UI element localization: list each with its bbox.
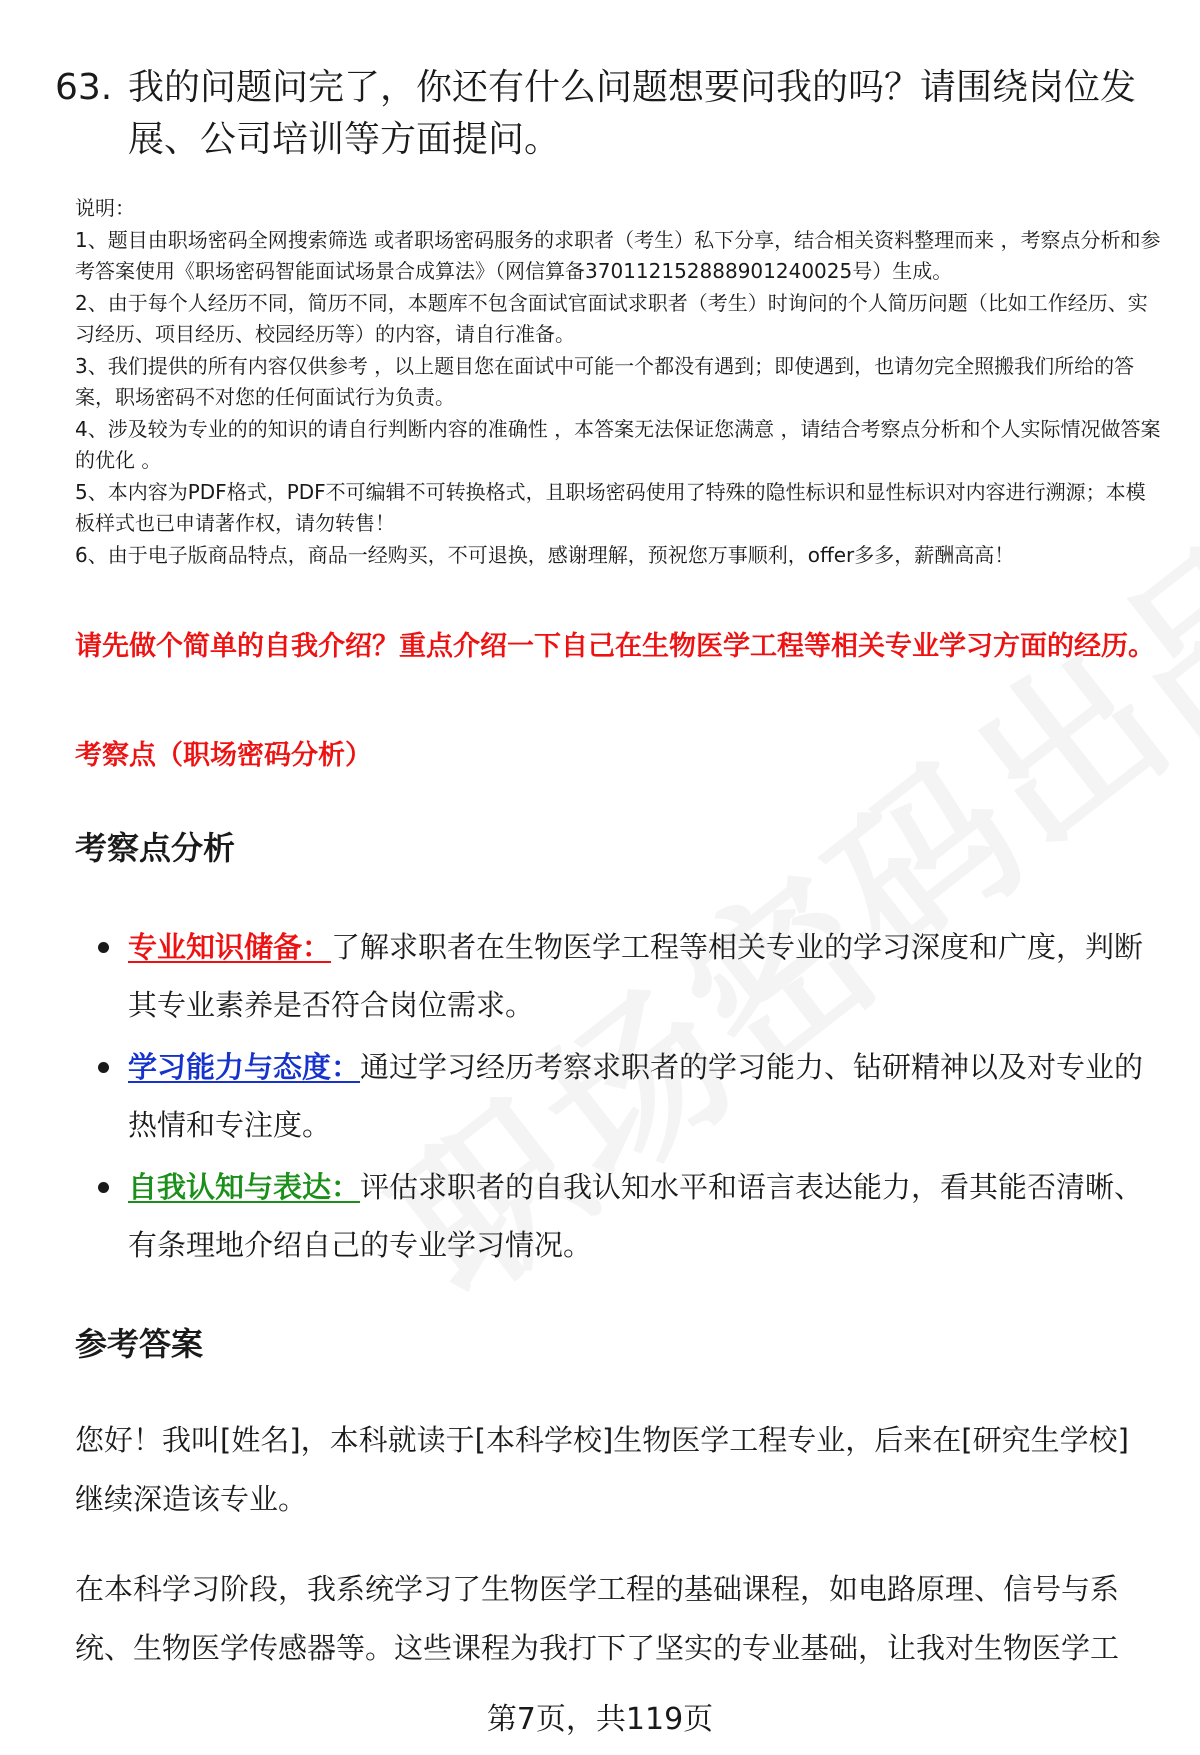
answer-heading: 参考答案 [75, 1325, 204, 1363]
question-title [55, 62, 1155, 166]
interview-question: 请先做个简单的自我介绍？重点介绍一下自己在生物医学工程等相关专业学习方面的经历。 [75, 631, 1155, 662]
note-item: 3、我们提供的所有内容仅供参考 ，以上题目您在面试中可能一个都没有遇到；即使遇到，也请勿完全照搬我们所给的答案，职场密码不对您的任何面试行为负责。 [75, 353, 1135, 409]
question-text: 我的问题问完了，你还有什么问题想要问我的吗？请围绕岗位发展、公司培训等方面提问。 [128, 67, 1137, 160]
note-item: 2、由于每个人经历不同，简历不同，本题库不包含面试官面试求职者（考生）时询问的个人简历问题（比如工作经历、实习经历、项目经历、校园经历等）的内容，请自行准备。 [75, 290, 1148, 346]
notes-heading: 说明： [75, 196, 135, 220]
analysis-subtitle: 考察点（职场密码分析） [75, 740, 372, 771]
analysis-list [95, 918, 1155, 1278]
list-item [95, 1158, 1155, 1274]
page-number: 第7页，共119页 [486, 1702, 714, 1737]
analysis-heading: 考察点分析 [75, 829, 236, 867]
keyword-professional-knowledge: 专业知识储备： [128, 930, 332, 964]
answer-paragraph: 在本科学习阶段，我系统学习了生物医学工程的基础课程，如电路原理、信号与系统、生物医学传感器等。这些课程为我打下了坚实的专业基础，让我对生物医学工 [75, 1572, 1120, 1665]
notes-block [75, 193, 1165, 571]
note-item: 5、本内容为PDF格式，PDF不可编辑不可转换格式，且职场密码使用了特殊的隐性标识和显性标识对内容进行溯源；本模板样式也已申请著作权，请勿转售！ [75, 479, 1146, 535]
bullet-text: 通过学习经历考察求职者的学习能力、钻研精神以及对专业的热情和专注度。 [128, 1050, 1144, 1142]
note-item: 4、涉及较为专业的的知识的请自行判断内容的准确性 ，本答案无法保证您满意 ，请结合考察点分析和个人实际情况做答案的优化 。 [75, 416, 1161, 472]
list-item [95, 918, 1155, 1034]
bullet-text: 了解求职者在生物医学工程等相关专业的学习深度和广度，判断其专业素养是否符合岗位需求。 [128, 930, 1144, 1022]
keyword-learning-ability: 学习能力与态度： [128, 1050, 361, 1084]
answer-body [75, 1411, 1155, 1709]
keyword-self-awareness: 自我认知与表达： [128, 1170, 361, 1204]
bullet-text: 评估求职者的自我认知水平和语言表达能力，看其能否清晰、有条理地介绍自己的专业学习情况。 [128, 1170, 1144, 1262]
bullet-icon [98, 1182, 109, 1193]
answer-paragraph: 您好！我叫[姓名]，本科就读于[本科学校]生物医学工程专业，后来在[研究生学校]继续深造该专业。 [75, 1423, 1129, 1516]
note-item: 1、题目由职场密码全网搜索筛选 或者职场密码服务的求职者（考生）私下分享，结合相关资料整理而来 ，考察点分析和参考答案使用《职场密码智能面试场景合成算法》（网信算备370112152888901240025号）生成。 [75, 227, 1161, 283]
bullet-icon [98, 1062, 109, 1073]
question-number: 63. [55, 67, 113, 108]
note-item: 6、由于电子版商品特点，商品一经购买，不可退换，感谢理解，预祝您万事顺利，offer多多，薪酬高高！ [75, 542, 1015, 567]
bullet-icon [98, 942, 109, 953]
list-item [95, 1038, 1155, 1154]
